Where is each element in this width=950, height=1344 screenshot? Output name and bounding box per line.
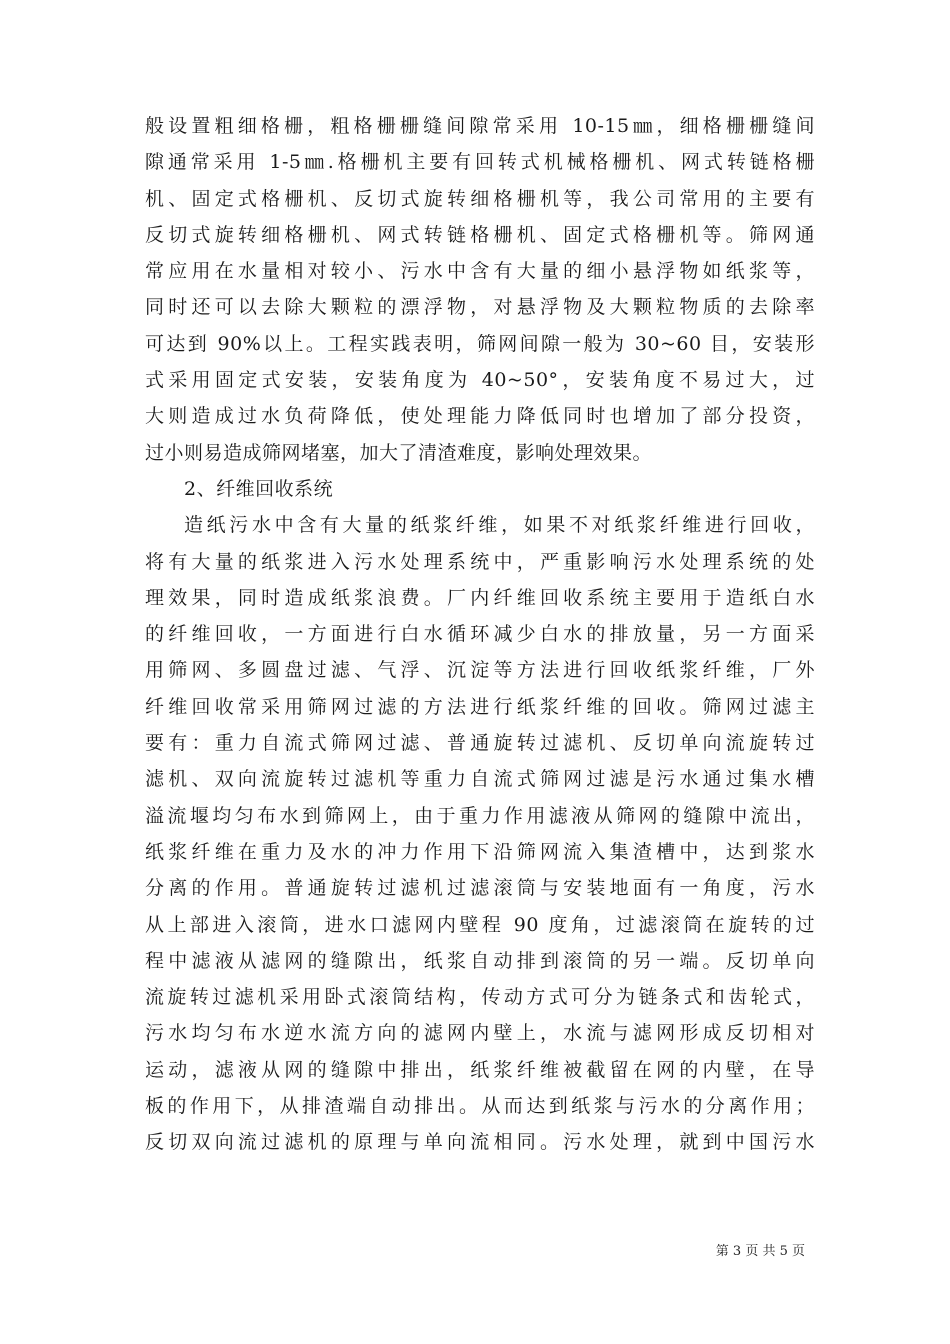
text-line: 大则造成过水负荷降低，使处理能力降低同时也增加了部分投资， [145, 405, 815, 428]
text-line: 要有：重力自流式筛网过滤、普通旋转过滤机、反切单向流旋转过 [145, 732, 815, 755]
text-line: 反切式旋转细格栅机、网式转链格栅机、固定式格栅机等。筛网通 [145, 223, 815, 246]
page-number-footer: 第 3 页 共 5 页 [715, 1244, 805, 1259]
text-line: 流旋转过滤机采用卧式滚筒结构，传动方式可分为链条式和齿轮式， [145, 986, 815, 1009]
text-line: 过小则易造成筛网堵塞，加大了清渣难度，影响处理效果。 [145, 441, 653, 464]
text-line: 纤维回收常采用筛网过滤的方法进行纸浆纤维的回收。筛网过滤主 [145, 695, 815, 718]
text-line: 纸浆纤维在重力及水的冲力作用下沿筛网流入集渣槽中，达到浆水 [145, 840, 815, 863]
text-line: 式采用固定式安装，安装角度为 40~50°，安装角度不易过大，过 [145, 369, 815, 392]
text-line: 从上部进入滚筒，进水口滤网内壁程 90 度角，过滤滚筒在旋转的过 [145, 913, 815, 936]
document-body [145, 108, 815, 1161]
text-line: 理效果，同时造成纸浆浪费。厂内纤维回收系统主要用于造纸白水 [145, 586, 815, 609]
text-line: 污水均匀布水逆水流方向的滤网内壁上，水流与滤网形成反切相对 [145, 1022, 815, 1045]
text-line: 溢流堰均匀布水到筛网上，由于重力作用滤液从筛网的缝隙中流出， [145, 804, 815, 827]
text-line: 常应用在水量相对较小、污水中含有大量的细小悬浮物如纸浆等， [145, 260, 815, 283]
text-line: 造纸污水中含有大量的纸浆纤维，如果不对纸浆纤维进行回收， [184, 514, 815, 537]
section-heading: 2、纤维回收系统 [184, 477, 334, 500]
text-line: 般设置粗细格栅，粗格栅栅缝间隙常采用 10-15㎜，细格栅栅缝间 [145, 115, 815, 137]
text-line: 隙通常采用 1-5㎜.格栅机主要有回转式机械格栅机、网式转链格栅 [145, 151, 815, 174]
text-line: 反切双向流过滤机的原理与单向流相同。污水处理，就到中国污水 [145, 1131, 815, 1154]
text-line: 运动，滤液从网的缝隙中排出，纸浆纤维被截留在网的内壁，在导 [145, 1058, 815, 1081]
text-line: 可达到 90%以上。工程实践表明，筛网间隙一般为 30~60 目，安装形 [145, 332, 815, 355]
text-line: 用筛网、多圆盘过滤、气浮、沉淀等方法进行回收纸浆纤维，厂外 [145, 659, 815, 682]
text-line: 将有大量的纸浆进入污水处理系统中，严重影响污水处理系统的处 [145, 550, 815, 573]
text-line: 滤机、双向流旋转过滤机等重力自流式筛网过滤是污水通过集水槽 [145, 768, 815, 791]
text-line: 的纤维回收，一方面进行白水循环减少白水的排放量，另一方面采 [145, 623, 815, 646]
text-line: 板的作用下，从排渣端自动排出。从而达到纸浆与污水的分离作用； [145, 1095, 815, 1118]
text-line: 程中滤液从滤网的缝隙出，纸浆自动排到滚筒的另一端。反切单向 [145, 949, 815, 972]
text-line: 同时还可以去除大颗粒的漂浮物，对悬浮物及大颗粒物质的去除率 [145, 296, 815, 319]
text-line: 机、固定式格栅机、反切式旋转细格栅机等，我公司常用的主要有 [145, 187, 815, 210]
text-line: 分离的作用。普通旋转过滤机过滤滚筒与安装地面有一角度，污水 [145, 877, 815, 900]
